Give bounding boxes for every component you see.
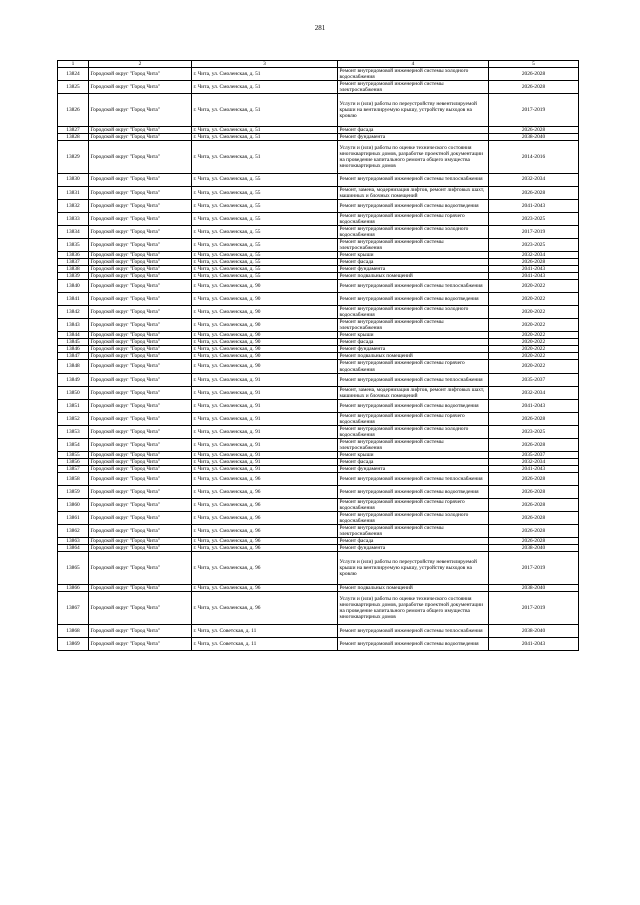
period-cell: 2026-2028 [489, 512, 579, 525]
work-type-cell: Ремонт крыши [338, 451, 489, 458]
period-cell: 2041-2043 [489, 265, 579, 272]
address-cell: г. Чита, ул. Смоленская, д. 96 [192, 552, 338, 585]
district-cell: Городской округ "Город Чита" [89, 624, 192, 637]
table-row [58, 386, 579, 399]
table-row [58, 258, 579, 265]
period-cell: 2038-2040 [489, 585, 579, 592]
district-cell: Городской округ "Город Чита" [89, 238, 192, 251]
address-cell: г. Чита, ул. Смоленская, д. 55 [192, 238, 338, 251]
row-number-cell: 13855 [58, 451, 89, 458]
period-cell: 2020-2022 [489, 332, 579, 339]
work-type-cell: Ремонт внутридомовой инженерной системы водоотведения [338, 399, 489, 412]
row-number-cell: 13843 [58, 319, 89, 332]
address-cell: г. Чита, ул. Смоленская, д. 91 [192, 399, 338, 412]
table-row [58, 140, 579, 173]
period-cell: 2020-2022 [489, 319, 579, 332]
table-row [58, 319, 579, 332]
row-number-cell: 13863 [58, 538, 89, 545]
row-number-cell: 13833 [58, 212, 89, 225]
address-cell: г. Чита, ул. Смоленская, д. 91 [192, 386, 338, 399]
period-cell: 2026-2028 [489, 126, 579, 133]
table-row [58, 173, 579, 186]
address-cell: г. Чита, ул. Смоленская, д. 51 [192, 81, 338, 94]
row-number-cell: 13834 [58, 225, 89, 238]
period-cell: 2017-2019 [489, 225, 579, 238]
row-number-cell: 13831 [58, 186, 89, 199]
table-row [58, 265, 579, 272]
work-type-cell: Ремонт, замена, модернизация лифтов, ремонт лифтовых шахт, машинных и блочных помещений [338, 386, 489, 399]
work-type-cell: Ремонт внутридомовой инженерной системы электроснабжения [338, 525, 489, 538]
table-row [58, 68, 579, 81]
table-row [58, 624, 579, 637]
address-cell: г. Чита, ул. Смоленская, д. 96 [192, 512, 338, 525]
district-cell: Городской округ "Город Чита" [89, 360, 192, 373]
period-cell: 2032-2034 [489, 458, 579, 465]
district-cell: Городской округ "Город Чита" [89, 186, 192, 199]
district-cell: Городской округ "Город Чита" [89, 637, 192, 650]
table-row [58, 466, 579, 473]
period-cell: 2020-2022 [489, 339, 579, 346]
table-row [58, 346, 579, 353]
district-cell: Городской округ "Город Чита" [89, 140, 192, 173]
address-cell: г. Чита, ул. Советская, д. 11 [192, 637, 338, 650]
period-cell: 2032-2034 [489, 251, 579, 258]
district-cell: Городской округ "Город Чита" [89, 412, 192, 425]
address-cell: г. Чита, ул. Смоленская, д. 91 [192, 425, 338, 438]
district-cell: Городской округ "Город Чита" [89, 199, 192, 212]
period-cell: 2026-2028 [489, 438, 579, 451]
table-row [58, 238, 579, 251]
table-row [58, 212, 579, 225]
row-number-cell: 13860 [58, 499, 89, 512]
district-cell: Городской округ "Город Чита" [89, 373, 192, 386]
address-cell: г. Чита, ул. Смоленская, д. 51 [192, 68, 338, 81]
district-cell: Городской округ "Город Чита" [89, 346, 192, 353]
address-cell: г. Чита, ул. Смоленская, д. 91 [192, 458, 338, 465]
row-number-cell: 13826 [58, 94, 89, 127]
period-cell: 2038-2040 [489, 545, 579, 552]
address-cell: г. Чита, ул. Смоленская, д. 51 [192, 94, 338, 127]
period-cell: 2041-2043 [489, 199, 579, 212]
work-type-cell: Ремонт крыши [338, 251, 489, 258]
table-row [58, 438, 579, 451]
address-cell: г. Чита, ул. Смоленская, д. 96 [192, 499, 338, 512]
row-number-cell: 13867 [58, 592, 89, 625]
period-cell: 2020-2022 [489, 293, 579, 306]
table-row [58, 585, 579, 592]
address-cell: г. Чита, ул. Смоленская, д. 90 [192, 306, 338, 319]
district-cell: Городской округ "Город Чита" [89, 386, 192, 399]
row-number-cell: 13829 [58, 140, 89, 173]
district-cell: Городской округ "Город Чита" [89, 466, 192, 473]
table-row [58, 486, 579, 499]
district-cell: Городской округ "Город Чита" [89, 319, 192, 332]
period-cell: 2020-2022 [489, 360, 579, 373]
table-row [58, 81, 579, 94]
row-number-cell: 13861 [58, 512, 89, 525]
row-number-cell: 13841 [58, 293, 89, 306]
work-type-cell: Услуги и (или) работы по переустройству невентилируемой крыши на вентилируемую крышу, устройству выходов на кровлю [338, 552, 489, 585]
work-type-cell: Ремонт фасада [338, 538, 489, 545]
work-type-cell: Ремонт внутридомовой инженерной системы холодного водоснабжения [338, 512, 489, 525]
period-cell: 2026-2028 [489, 186, 579, 199]
period-cell: 2041-2043 [489, 466, 579, 473]
table-body [58, 61, 579, 651]
table-row [58, 545, 579, 552]
table-row [58, 373, 579, 386]
address-cell: г. Чита, ул. Смоленская, д. 90 [192, 346, 338, 353]
work-type-cell: Ремонт внутридомовой инженерной системы теплоснабжения [338, 473, 489, 486]
district-cell: Городской округ "Город Чита" [89, 353, 192, 360]
row-number-cell: 13856 [58, 458, 89, 465]
district-cell: Городской округ "Город Чита" [89, 438, 192, 451]
work-type-cell: Ремонт подвальных помещений [338, 353, 489, 360]
address-cell: г. Чита, ул. Смоленская, д. 55 [192, 273, 338, 280]
address-cell: г. Чита, ул. Смоленская, д. 55 [192, 251, 338, 258]
period-cell: 2035-2037 [489, 451, 579, 458]
period-cell: 2014-2016 [489, 140, 579, 173]
row-number-cell: 13845 [58, 339, 89, 346]
capital-repair-table [57, 60, 579, 651]
work-type-cell: Ремонт внутридомовой инженерной системы электроснабжения [338, 81, 489, 94]
period-cell: 2035-2037 [489, 373, 579, 386]
row-number-cell: 13835 [58, 238, 89, 251]
district-cell: Городской округ "Город Чита" [89, 280, 192, 293]
row-number-cell: 13846 [58, 346, 89, 353]
row-number-cell: 13836 [58, 251, 89, 258]
work-type-cell: Ремонт внутридомовой инженерной системы водоотведения [338, 199, 489, 212]
address-cell: г. Чита, ул. Смоленская, д. 90 [192, 332, 338, 339]
period-cell: 2026-2028 [489, 258, 579, 265]
period-cell: 2026-2028 [489, 412, 579, 425]
address-cell: г. Чита, ул. Смоленская, д. 90 [192, 280, 338, 293]
district-cell: Городской округ "Город Чита" [89, 225, 192, 238]
work-type-cell: Ремонт подвальных помещений [338, 273, 489, 280]
period-cell: 2026-2028 [489, 81, 579, 94]
period-cell: 2032-2034 [489, 173, 579, 186]
work-type-cell: Ремонт внутридомовой инженерной системы горячего водоснабжения [338, 212, 489, 225]
table-row [58, 451, 579, 458]
period-cell: 2026-2028 [489, 525, 579, 538]
row-number-cell: 13849 [58, 373, 89, 386]
period-cell: 2026-2028 [489, 486, 579, 499]
row-number-cell: 13827 [58, 126, 89, 133]
row-number-cell: 13839 [58, 273, 89, 280]
work-type-cell: Услуги и (или) работы по оценке технического состояния многоквартирных домов, разработке проектной документации на проведение капитального ремонта общего имущества многоквартирных домов [338, 592, 489, 625]
address-cell: г. Чита, ул. Смоленская, д. 55 [192, 265, 338, 272]
period-cell: 2041-2043 [489, 399, 579, 412]
district-cell: Городской округ "Город Чита" [89, 126, 192, 133]
work-type-cell: Ремонт подвальных помещений [338, 585, 489, 592]
period-cell: 2038-2040 [489, 624, 579, 637]
address-cell: г. Чита, ул. Смоленская, д. 96 [192, 525, 338, 538]
table-row [58, 133, 579, 140]
page-number: 281 [314, 24, 326, 32]
table-row [58, 353, 579, 360]
period-cell: 2026-2028 [489, 538, 579, 545]
address-cell: г. Чита, ул. Смоленская, д. 90 [192, 339, 338, 346]
district-cell: Городской округ "Город Чита" [89, 512, 192, 525]
table-row [58, 552, 579, 585]
address-cell: г. Чита, ул. Смоленская, д. 90 [192, 353, 338, 360]
work-type-cell: Ремонт внутридомовой инженерной системы холодного водоснабжения [338, 306, 489, 319]
row-number-cell: 13828 [58, 133, 89, 140]
header-cell: 2 [89, 61, 192, 68]
work-type-cell: Ремонт внутридомовой инженерной системы холодного водоснабжения [338, 425, 489, 438]
address-cell: г. Чита, ул. Смоленская, д. 91 [192, 438, 338, 451]
address-cell: г. Чита, ул. Смоленская, д. 91 [192, 451, 338, 458]
period-cell: 2023-2025 [489, 212, 579, 225]
district-cell: Городской округ "Город Чита" [89, 538, 192, 545]
work-type-cell: Ремонт фундамента [338, 545, 489, 552]
district-cell: Городской округ "Город Чита" [89, 552, 192, 585]
address-cell: г. Чита, ул. Смоленская, д. 55 [192, 186, 338, 199]
period-cell: 2026-2028 [489, 499, 579, 512]
row-number-cell: 13825 [58, 81, 89, 94]
work-type-cell: Ремонт крыши [338, 332, 489, 339]
work-type-cell: Ремонт внутридомовой инженерной системы горячего водоснабжения [338, 412, 489, 425]
work-type-cell: Ремонт фасада [338, 458, 489, 465]
row-number-cell: 13851 [58, 399, 89, 412]
work-type-cell: Ремонт фундамента [338, 346, 489, 353]
period-cell: 2020-2022 [489, 306, 579, 319]
work-type-cell: Ремонт внутридомовой инженерной системы электроснабжения [338, 438, 489, 451]
period-cell: 2038-2040 [489, 133, 579, 140]
period-cell: 2017-2019 [489, 94, 579, 127]
district-cell: Городской округ "Город Чита" [89, 273, 192, 280]
district-cell: Городской округ "Город Чита" [89, 425, 192, 438]
work-type-cell: Услуги и (или) работы по переустройству невентилируемой крыши на вентилируемую крышу, устройству выходов на кровлю [338, 94, 489, 127]
table-row [58, 592, 579, 625]
district-cell: Городской округ "Город Чита" [89, 592, 192, 625]
address-cell: г. Чита, ул. Смоленская, д. 55 [192, 199, 338, 212]
period-cell: 2017-2019 [489, 552, 579, 585]
row-number-cell: 13844 [58, 332, 89, 339]
row-number-cell: 13850 [58, 386, 89, 399]
work-type-cell: Ремонт внутридомовой инженерной системы теплоснабжения [338, 373, 489, 386]
header-row [58, 61, 579, 68]
address-cell: г. Чита, ул. Смоленская, д. 91 [192, 412, 338, 425]
header-cell: 4 [338, 61, 489, 68]
table-row [58, 538, 579, 545]
district-cell: Городской округ "Город Чита" [89, 585, 192, 592]
district-cell: Городской округ "Город Чита" [89, 486, 192, 499]
district-cell: Городской округ "Город Чита" [89, 133, 192, 140]
row-number-cell: 13869 [58, 637, 89, 650]
row-number-cell: 13852 [58, 412, 89, 425]
row-number-cell: 13832 [58, 199, 89, 212]
district-cell: Городской округ "Город Чита" [89, 81, 192, 94]
address-cell: г. Чита, ул. Смоленская, д. 96 [192, 592, 338, 625]
row-number-cell: 13854 [58, 438, 89, 451]
address-cell: г. Чита, ул. Смоленская, д. 96 [192, 473, 338, 486]
district-cell: Городской округ "Город Чита" [89, 545, 192, 552]
district-cell: Городской округ "Город Чита" [89, 293, 192, 306]
district-cell: Городской округ "Город Чита" [89, 339, 192, 346]
period-cell: 2026-2028 [489, 68, 579, 81]
work-type-cell: Ремонт внутридомовой инженерной системы теплоснабжения [338, 173, 489, 186]
address-cell: г. Чита, ул. Смоленская, д. 55 [192, 212, 338, 225]
address-cell: г. Чита, ул. Смоленская, д. 91 [192, 373, 338, 386]
work-type-cell: Ремонт внутридомовой инженерной системы холодного водоснабжения [338, 225, 489, 238]
table-row [58, 512, 579, 525]
district-cell: Городской округ "Город Чита" [89, 258, 192, 265]
work-type-cell: Ремонт фасада [338, 339, 489, 346]
row-number-cell: 13824 [58, 68, 89, 81]
district-cell: Городской округ "Город Чита" [89, 212, 192, 225]
district-cell: Городской округ "Город Чита" [89, 332, 192, 339]
address-cell: г. Чита, ул. Смоленская, д. 96 [192, 545, 338, 552]
address-cell: г. Чита, ул. Смоленская, д. 90 [192, 319, 338, 332]
address-cell: г. Чита, ул. Советская, д. 11 [192, 624, 338, 637]
row-number-cell: 13862 [58, 525, 89, 538]
address-cell: г. Чита, ул. Смоленская, д. 96 [192, 486, 338, 499]
row-number-cell: 13859 [58, 486, 89, 499]
work-type-cell: Ремонт фундамента [338, 133, 489, 140]
work-type-cell: Ремонт фасада [338, 258, 489, 265]
address-cell: г. Чита, ул. Смоленская, д. 90 [192, 293, 338, 306]
work-type-cell: Ремонт внутридомовой инженерной системы электроснабжения [338, 319, 489, 332]
district-cell: Городской округ "Город Чита" [89, 265, 192, 272]
table-row [58, 273, 579, 280]
table-row [58, 332, 579, 339]
district-cell: Городской округ "Город Чита" [89, 173, 192, 186]
table-row [58, 126, 579, 133]
period-cell: 2026-2028 [489, 473, 579, 486]
address-cell: г. Чита, ул. Смоленская, д. 55 [192, 258, 338, 265]
table-row [58, 637, 579, 650]
table-row [58, 499, 579, 512]
row-number-cell: 13830 [58, 173, 89, 186]
work-type-cell: Ремонт внутридомовой инженерной системы горячего водоснабжения [338, 499, 489, 512]
row-number-cell: 13840 [58, 280, 89, 293]
period-cell: 2020-2022 [489, 353, 579, 360]
address-cell: г. Чита, ул. Смоленская, д. 55 [192, 173, 338, 186]
header-cell: 1 [58, 61, 89, 68]
table-row [58, 186, 579, 199]
work-type-cell: Ремонт фасада [338, 126, 489, 133]
row-number-cell: 13864 [58, 545, 89, 552]
work-type-cell: Ремонт внутридомовой инженерной системы водоотведения [338, 486, 489, 499]
table-row [58, 306, 579, 319]
header-cell: 3 [192, 61, 338, 68]
work-type-cell: Ремонт внутридомовой инженерной системы горячего водоснабжения [338, 360, 489, 373]
table-row [58, 525, 579, 538]
table-row [58, 412, 579, 425]
period-cell: 2017-2019 [489, 592, 579, 625]
row-number-cell: 13866 [58, 585, 89, 592]
period-cell: 2020-2022 [489, 280, 579, 293]
row-number-cell: 13848 [58, 360, 89, 373]
address-cell: г. Чита, ул. Смоленская, д. 96 [192, 538, 338, 545]
district-cell: Городской округ "Город Чита" [89, 306, 192, 319]
work-type-cell: Ремонт, замена, модернизация лифтов, ремонт лифтовых шахт, машинных и блочных помещений [338, 186, 489, 199]
row-number-cell: 13857 [58, 466, 89, 473]
table-row [58, 280, 579, 293]
table-row [58, 199, 579, 212]
table-row [58, 293, 579, 306]
period-cell: 2023-2025 [489, 238, 579, 251]
row-number-cell: 13847 [58, 353, 89, 360]
table-row [58, 251, 579, 258]
address-cell: г. Чита, ул. Смоленская, д. 51 [192, 133, 338, 140]
row-number-cell: 13868 [58, 624, 89, 637]
table-row [58, 360, 579, 373]
work-type-cell: Ремонт внутридомовой инженерной системы водоотведения [338, 293, 489, 306]
district-cell: Городской округ "Город Чита" [89, 525, 192, 538]
row-number-cell: 13865 [58, 552, 89, 585]
district-cell: Городской округ "Город Чита" [89, 94, 192, 127]
table-row [58, 458, 579, 465]
table-row [58, 225, 579, 238]
district-cell: Городской округ "Город Чита" [89, 399, 192, 412]
table-row [58, 94, 579, 127]
period-cell: 2041-2043 [489, 273, 579, 280]
work-type-cell: Ремонт внутридомовой инженерной системы теплоснабжения [338, 624, 489, 637]
row-number-cell: 13842 [58, 306, 89, 319]
district-cell: Городской округ "Город Чита" [89, 458, 192, 465]
work-type-cell: Ремонт фундамента [338, 466, 489, 473]
table-row [58, 425, 579, 438]
address-cell: г. Чита, ул. Смоленская, д. 55 [192, 225, 338, 238]
table-row [58, 339, 579, 346]
work-type-cell: Ремонт внутридомовой инженерной системы холодного водоснабжения [338, 68, 489, 81]
work-type-cell: Услуги и (или) работы по оценке технического состояния многоквартирных домов, разработке проектной документации на проведение капитального ремонта общего имущества многоквартирных домов [338, 140, 489, 173]
address-cell: г. Чита, ул. Смоленская, д. 90 [192, 360, 338, 373]
work-type-cell: Ремонт внутридомовой инженерной системы теплоснабжения [338, 280, 489, 293]
address-cell: г. Чита, ул. Смоленская, д. 51 [192, 126, 338, 133]
row-number-cell: 13858 [58, 473, 89, 486]
work-type-cell: Ремонт внутридомовой инженерной системы электроснабжения [338, 238, 489, 251]
table-row [58, 473, 579, 486]
period-cell: 2023-2025 [489, 425, 579, 438]
row-number-cell: 13838 [58, 265, 89, 272]
district-cell: Городской округ "Город Чита" [89, 251, 192, 258]
row-number-cell: 13853 [58, 425, 89, 438]
address-cell: г. Чита, ул. Смоленская, д. 51 [192, 140, 338, 173]
address-cell: г. Чита, ул. Смоленская, д. 91 [192, 466, 338, 473]
work-type-cell: Ремонт фундамента [338, 265, 489, 272]
period-cell: 2032-2034 [489, 386, 579, 399]
row-number-cell: 13837 [58, 258, 89, 265]
period-cell: 2020-2022 [489, 346, 579, 353]
work-type-cell: Ремонт внутридомовой инженерной системы водоотведения [338, 637, 489, 650]
district-cell: Городской округ "Город Чита" [89, 499, 192, 512]
table-row [58, 399, 579, 412]
district-cell: Городской округ "Город Чита" [89, 473, 192, 486]
header-cell: 5 [489, 61, 579, 68]
address-cell: г. Чита, ул. Смоленская, д. 96 [192, 585, 338, 592]
district-cell: Городской округ "Город Чита" [89, 68, 192, 81]
district-cell: Городской округ "Город Чита" [89, 451, 192, 458]
period-cell: 2041-2043 [489, 637, 579, 650]
